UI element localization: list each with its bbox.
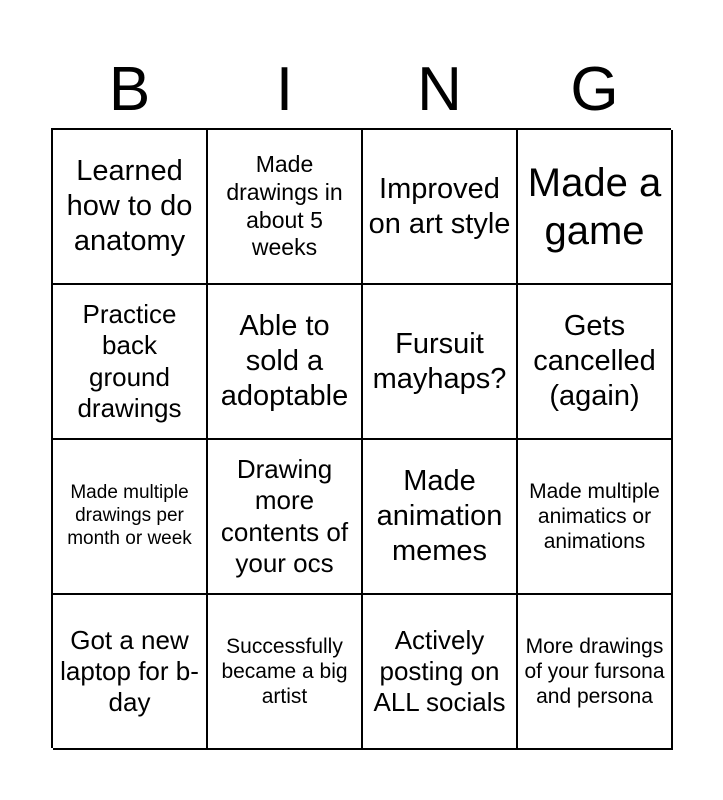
bingo-cell-r3c1[interactable]	[53, 440, 208, 595]
bingo-cell-r4c2[interactable]	[208, 595, 363, 750]
cell-text: Learned how to do anatomy	[66, 155, 193, 257]
cell-text: Got a new laptop for b-day	[60, 624, 199, 718]
bingo-cell-r1c4[interactable]	[518, 130, 673, 285]
bingo-cell-r2c2[interactable]	[208, 285, 363, 440]
header-letter-g: G	[570, 55, 619, 124]
header-letter-n: N	[417, 55, 462, 124]
cell-text: Practice back ground drawings	[77, 299, 182, 423]
header-letter-b: B	[108, 55, 151, 124]
cell-text: Able to sold a adoptable	[220, 310, 349, 412]
bingo-cell-r1c2[interactable]	[208, 130, 363, 285]
bingo-cell-r1c3[interactable]	[363, 130, 518, 285]
cell-text: Made a game	[527, 160, 662, 253]
bingo-cell-r3c3[interactable]	[363, 440, 518, 595]
bingo-cell-r3c4[interactable]	[518, 440, 673, 595]
bingo-cell-r4c1[interactable]	[53, 595, 208, 750]
bingo-header	[52, 52, 672, 128]
cell-text: Made multiple animatics or animations	[529, 479, 660, 554]
bingo-cell-r2c1[interactable]	[53, 285, 208, 440]
bingo-cell-r4c3[interactable]	[363, 595, 518, 750]
cell-text: Improved on art style	[368, 172, 511, 240]
cell-text: Made drawings in about 5 weeks	[226, 151, 343, 261]
cell-text: Actively posting on ALL socials	[373, 624, 506, 718]
bingo-cell-r3c2[interactable]	[208, 440, 363, 595]
header-letter-i: I	[275, 55, 294, 124]
bingo-board	[51, 128, 671, 748]
bingo-cell-r1c1[interactable]	[53, 130, 208, 285]
cell-text: Gets cancelled (again)	[533, 310, 656, 412]
cell-text: Successfully became a big artist	[221, 634, 348, 709]
cell-text: Made animation memes	[376, 465, 503, 567]
bingo-cell-r2c4[interactable]	[518, 285, 673, 440]
cell-text: Fursuit mayhaps?	[372, 327, 507, 395]
bingo-cell-r4c4[interactable]	[518, 595, 673, 750]
cell-text: Drawing more contents of your ocs	[220, 454, 349, 578]
cell-text: More drawings of your fursona and persona	[524, 634, 665, 709]
cell-text: Made multiple drawings per month or week	[67, 482, 192, 549]
bingo-cell-r2c3[interactable]	[363, 285, 518, 440]
